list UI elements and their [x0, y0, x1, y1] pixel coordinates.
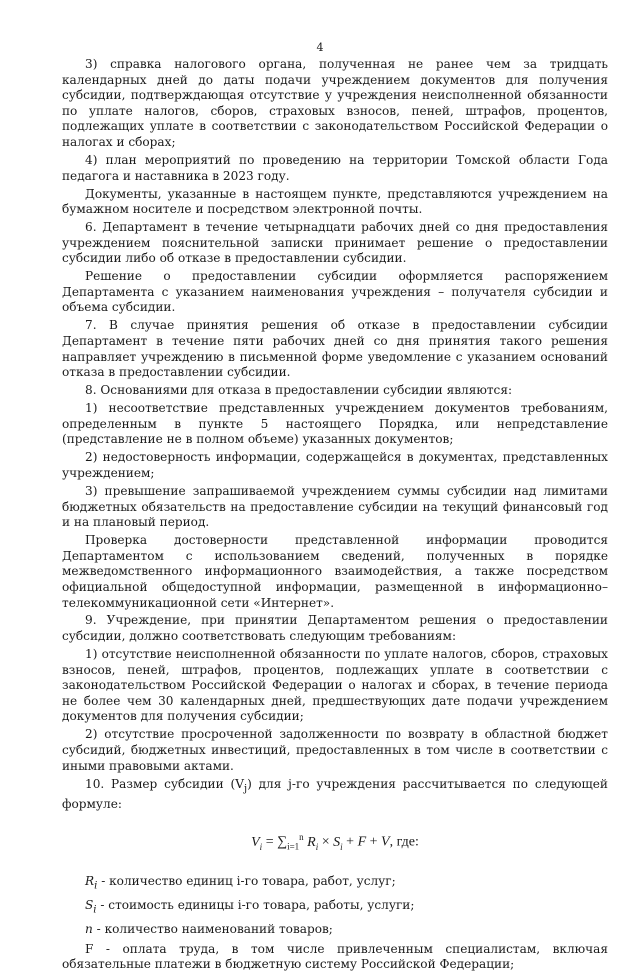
definition-f: F - оплата труда, в том числе привлеченным специалистам, включая обязательные платежи в бюджетную систему Российской Федерации; — [62, 941, 608, 972]
paragraph-10-suffix: ) для j-го учреждения рассчитывается по следующей формуле: — [62, 776, 608, 811]
definition-s: $S_i$ - стоимость единицы i-го товара, работы, услуги; — [85, 898, 415, 916]
definition-r: $R_i$ - количество единиц i-го товара, работ, услуг; — [85, 874, 396, 892]
paragraph-item-4: 4) план мероприятий по проведению на территории Томской области Года педагога и наставника в 2023 году. — [62, 152, 608, 183]
paragraph-item-3: 3) справка налогового органа, полученная не ранее чем за тридцать календарных дней до даты подачи учреждением документов для получения субсидии, подтверждающая отсутствие у учреждения неисполненной обязанности по уплате налогов, сборов, страховых взносов, пеней, штрафов, процентов, подлежащих уплате в соответствии с законодательством Российской Федерации о налогах и сборах; — [62, 57, 608, 149]
paragraph-documents-submission: Документы, указанные в настоящем пункте, представляются учреждением на бумажном носителе и посредством электронной почты. — [62, 186, 608, 217]
subsidy-formula: $V_i = \sum_{i=1}^n$ $R_i \times S_i + F + V$, где: — [251, 832, 419, 852]
paragraph-10-prefix: 10. Размер субсидии (V — [85, 776, 244, 791]
paragraph-10 — [62, 777, 608, 813]
definition-n: n - количество наименований товаров; — [85, 922, 333, 937]
paragraph-9-item-2: 2) отсутствие просроченной задолженности по возврату в областной бюджет субсидий, бюджетных инвестиций, предоставленных в том числе в соответствии с иными правовыми актами. — [62, 727, 608, 773]
paragraph-9-item-1: 1) отсутствие неисполненной обязанности по уплате налогов, сборов, страховых взносов, пеней, штрафов, процентов, подлежащих уплате в соответствии с законодательством Российской Федерации о налогах и сборах, в течение периода не более чем 30 календарных дней, предшествующих дате подачи учреждением документов для получения субсидии; — [62, 647, 608, 724]
paragraph-verification: Проверка достоверности представленной информации проводится Департаментом с использованием сведений, полученных в порядке межведомственного информационного взаимодействия, а также посредством официальной общедоступной информации, размещенной в информационно–телекоммуникационной сети «Интернет». — [62, 533, 608, 610]
paragraph-8-item-2: 2) недостоверность информации, содержащейся в документах, представленных учреждением; — [62, 450, 608, 480]
paragraph-9: 9. Учреждение, при принятии Департаментом решения о предоставлении субсидии, должно соответствовать следующим требованиям: — [62, 613, 608, 644]
paragraph-10-sub: j — [243, 783, 248, 794]
definitions-list — [62, 874, 608, 973]
paragraph-8: 8. Основаниями для отказа в предоставлении субсидии являются: — [85, 383, 513, 398]
paragraph-7: 7. В случае принятия решения об отказе в предоставлении субсидии Департамент в течение пяти рабочих дней со дня принятия такого решения направляет учреждению в письменной форме уведомление с указанием оснований отказа в предоставлении субсидии. — [62, 318, 608, 380]
document-body — [62, 57, 608, 977]
paragraph-8-item-1: 1) несоответствие представленных учреждением документов требованиям, определенным в пункте 5 настоящего Порядка, или непредставление (представление не в полном объеме) указанных документов; — [62, 401, 608, 447]
page-number: 4 — [316, 41, 324, 54]
paragraph-6: 6. Департамент в течение четырнадцати рабочих дней со дня предоставления учреждением пояснительной записки принимает решение о предоставлении субсидии либо об отказе в предоставлении субсидии. — [62, 220, 608, 266]
paragraph-8-item-3: 3) превышение запрашиваемой учреждением суммы субсидии над лимитами бюджетных обязательств на предоставление субсидии на текущий финансовый год и на плановый период. — [62, 483, 608, 530]
paragraph-decision-order: Решение о предоставлении субсидии оформляется распоряжением Департамента с указанием наименования учреждения – получателя субсидии и объема субсидии. — [62, 269, 608, 315]
formula-tail: , где: — [389, 834, 419, 850]
